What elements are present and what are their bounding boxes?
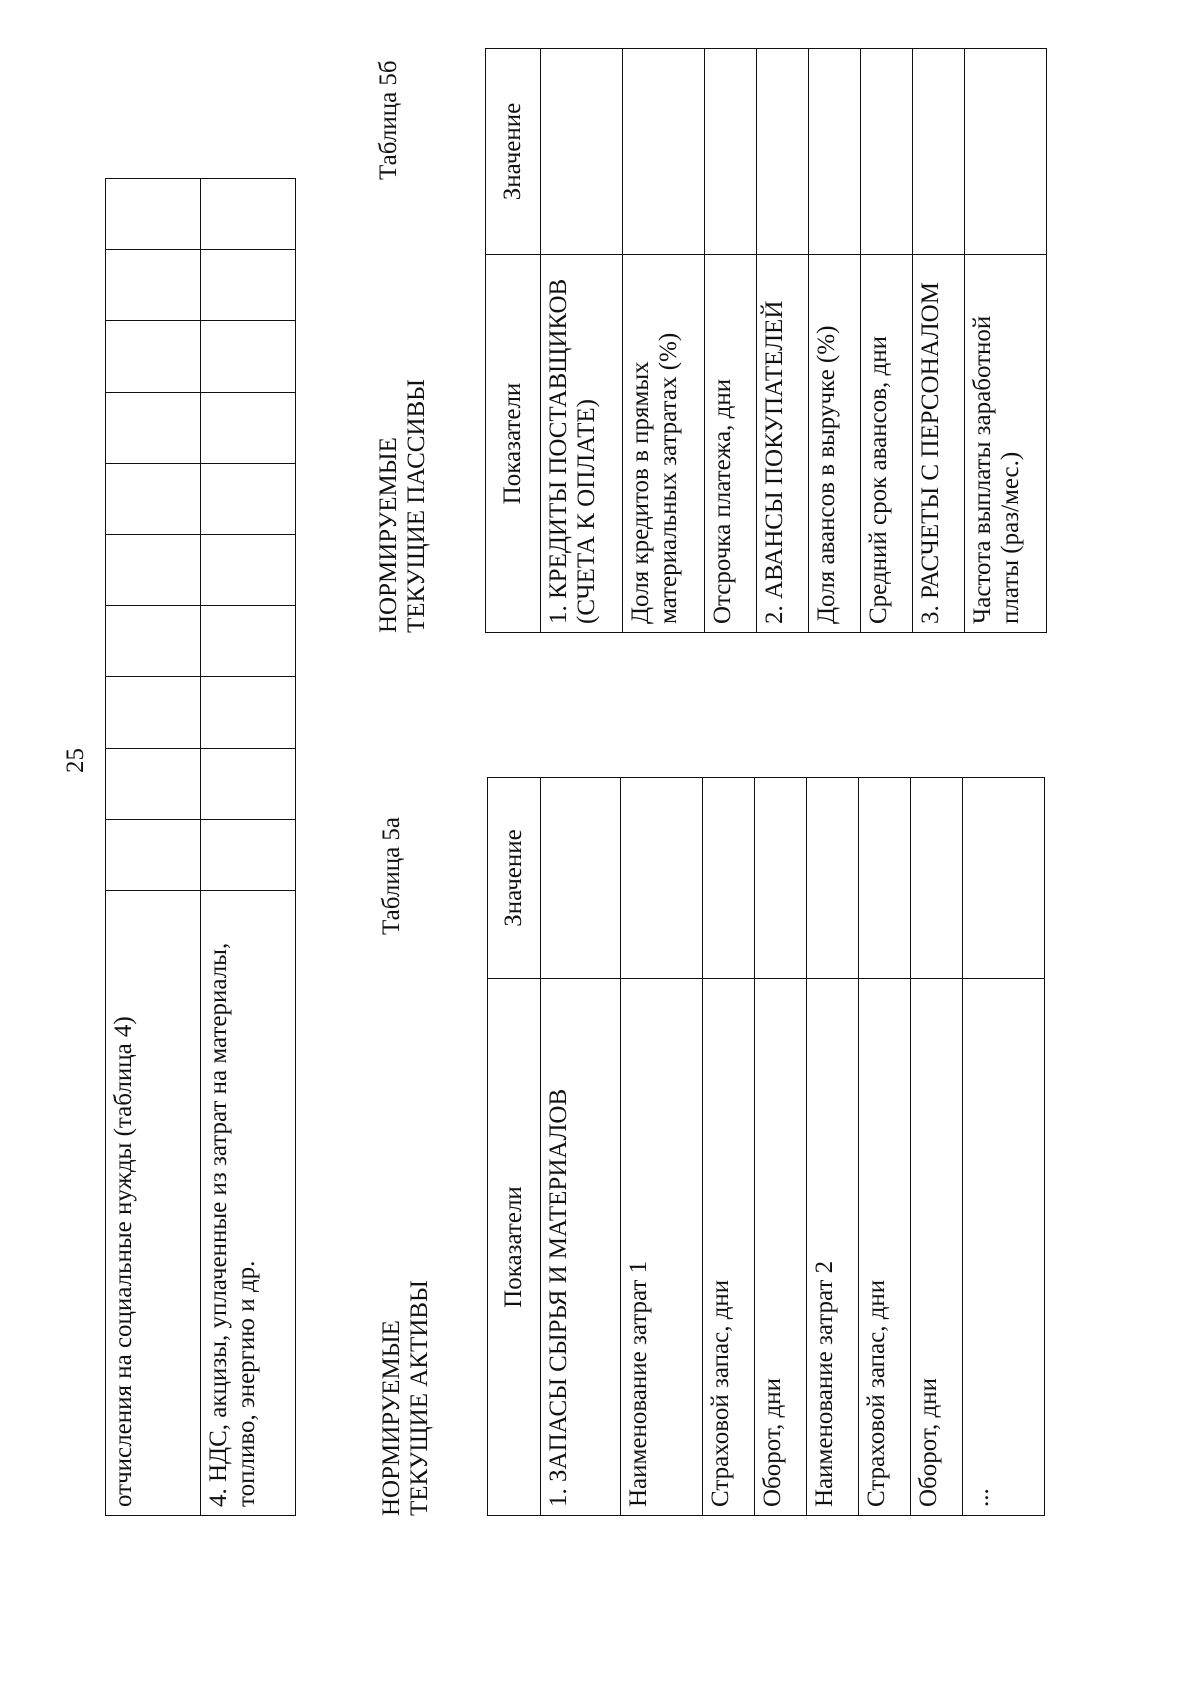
table-row <box>859 778 911 1516</box>
page-number: 25 <box>62 748 89 773</box>
table-row <box>201 179 296 1516</box>
table-row <box>757 49 809 633</box>
row-label: 4. НДС, акцизы, уплаченные из затрат на материалы, топливо, энергию и др. <box>201 891 296 1516</box>
value-cell <box>913 49 965 255</box>
row-label: Страховой запас, дни <box>703 979 755 1516</box>
liabilities-title: НОРМИРУЕМЫЕ ТЕКУЩИЕ ПАССИВЫ <box>375 379 430 633</box>
table-row <box>541 49 623 633</box>
table-cell <box>201 677 296 748</box>
row-label: Наименование затрат 1 <box>621 979 703 1516</box>
value-cell <box>911 778 963 979</box>
value-cell <box>965 49 1047 255</box>
value-cell <box>541 778 621 979</box>
table-row <box>809 49 861 633</box>
header-cell: Показатели <box>486 255 541 633</box>
table-cell <box>201 392 296 463</box>
table-cell <box>106 748 201 819</box>
value-cell <box>703 778 755 979</box>
row-label: Доля авансов в выручке (%) <box>809 255 861 633</box>
table-row <box>541 778 621 1516</box>
assets-table <box>487 777 1045 1516</box>
table-row <box>965 49 1047 633</box>
table-cell <box>201 463 296 534</box>
row-label: Оборот, дни <box>911 979 963 1516</box>
table-cell <box>106 179 201 250</box>
value-cell <box>807 778 859 979</box>
table-cell <box>201 179 296 250</box>
table-cell <box>106 250 201 321</box>
assets-title: НОРМИРУЕМЫЕ ТЕКУЩИЕ АКТИВЫ <box>378 1280 433 1516</box>
table-cell <box>106 606 201 677</box>
table-cell <box>201 748 296 819</box>
table-cell <box>201 250 296 321</box>
value-cell <box>859 778 911 979</box>
table-row <box>703 778 755 1516</box>
table-row <box>963 778 1045 1516</box>
header-cell: Значение <box>488 778 541 979</box>
table-header-row <box>486 49 541 633</box>
row-label: 1. ЗАПАСЫ СЫРЬЯ И МАТЕРИАЛОВ <box>541 979 621 1516</box>
row-label: Оборот, дни <box>755 979 807 1516</box>
row-label: Наименование затрат 2 <box>807 979 859 1516</box>
table-cell <box>106 819 201 890</box>
table-row <box>755 778 807 1516</box>
value-cell <box>705 49 757 255</box>
value-cell <box>809 49 861 255</box>
value-cell <box>621 778 703 979</box>
table-row <box>913 49 965 633</box>
row-label: 1. КРЕДИТЫ ПОСТАВЩИКОВ (СЧЕТА К ОПЛАТЕ) <box>541 255 623 633</box>
row-label: 2. АВАНСЫ ПОКУПАТЕЛЕЙ <box>757 255 809 633</box>
row-label: Средний срок авансов, дни <box>861 255 913 633</box>
table-cell <box>201 606 296 677</box>
row-label: отчисления на социальные нужды (таблица 4) <box>106 891 201 1516</box>
header-cell: Показатели <box>488 979 541 1516</box>
row-label: Отсрочка платежа, дни <box>705 255 757 633</box>
table-cell <box>201 321 296 392</box>
top-table <box>105 178 296 1516</box>
liabilities-caption: Таблица 5б <box>375 60 402 180</box>
table-row <box>623 49 705 633</box>
table-cell <box>106 463 201 534</box>
row-label: Страховой запас, дни <box>859 979 911 1516</box>
table-row <box>705 49 757 633</box>
table-cell <box>201 819 296 890</box>
table-row <box>621 778 703 1516</box>
row-label: ... <box>963 979 1045 1516</box>
liabilities-table <box>485 48 1047 633</box>
table-cell <box>106 321 201 392</box>
value-cell <box>541 49 623 255</box>
table-cell <box>106 535 201 606</box>
table-row <box>911 778 963 1516</box>
value-cell <box>861 49 913 255</box>
table-cell <box>106 392 201 463</box>
value-cell <box>757 49 809 255</box>
header-cell: Значение <box>486 49 541 255</box>
value-cell <box>755 778 807 979</box>
value-cell <box>963 778 1045 979</box>
table-cell <box>201 535 296 606</box>
table-header-row <box>488 778 541 1516</box>
row-label: Частота выплаты заработной платы (раз/мес.) <box>965 255 1047 633</box>
value-cell <box>623 49 705 255</box>
table-row <box>807 778 859 1516</box>
assets-caption: Таблица 5а <box>378 816 405 935</box>
row-label: 3. РАСЧЕТЫ С ПЕРСОНАЛОМ <box>913 255 965 633</box>
row-label: Доля кредитов в прямых материальных затратах (%) <box>623 255 705 633</box>
table-cell <box>106 677 201 748</box>
table-row <box>861 49 913 633</box>
table-row <box>106 179 201 1516</box>
